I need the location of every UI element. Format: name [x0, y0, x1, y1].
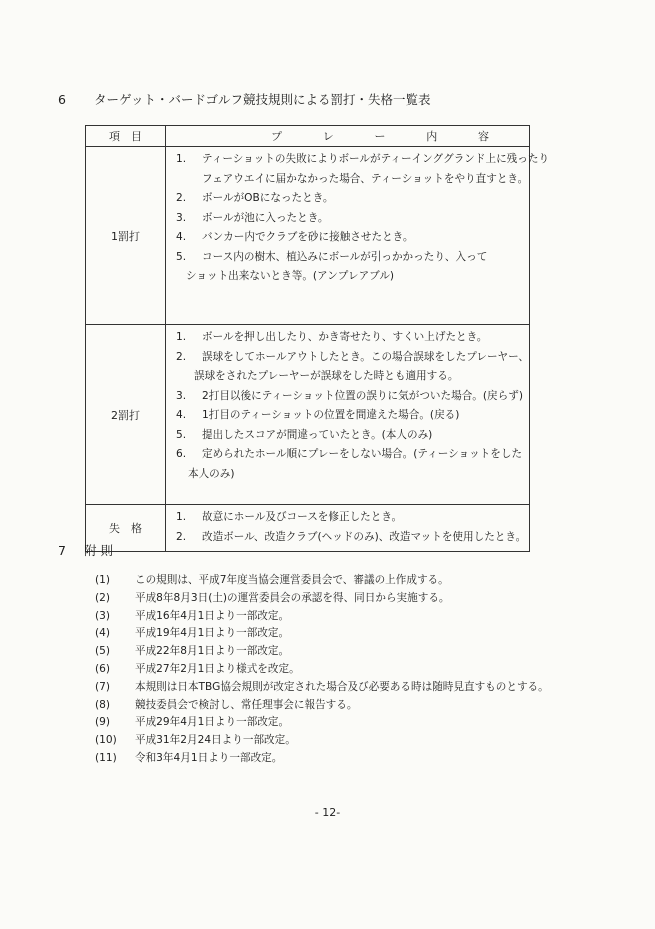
rule-number: 3.: [176, 389, 187, 402]
rule-number: 2.: [176, 530, 187, 543]
rule-number: 6.: [176, 448, 187, 460]
list-item: [95, 625, 549, 643]
header-play-content: [166, 126, 530, 147]
item-number: (1): [95, 574, 111, 586]
item-text: 競技委員会で検討し、常任理事会に報告する。: [135, 698, 358, 711]
rule-text: フェアウエイに届かなかった場合、ティーショットをやり直すとき。: [202, 172, 529, 185]
item-text: 平成31年2月24日より一部改定。: [135, 734, 296, 747]
header-char: 容: [478, 130, 489, 143]
header-item: 項 目: [86, 126, 166, 147]
rule-line: [176, 328, 523, 348]
rule-line: [176, 508, 523, 528]
list-item: [95, 732, 549, 750]
rule-line: [176, 248, 523, 268]
list-item: [95, 643, 549, 661]
table-row: [86, 325, 530, 505]
rule-text: 誤球をしてホールアウトしたとき。この場合誤球をしたプレーヤー、: [202, 350, 529, 363]
section-title: ターゲット・バードゴルフ競技規則による罰打・失格一覧表: [93, 92, 431, 107]
item-number: (7): [95, 680, 111, 693]
supplementary-provisions-list: [95, 572, 549, 768]
rule-number: 5.: [176, 428, 187, 441]
rule-line: [176, 426, 523, 446]
item-text: 本規則は日本TBG協会規則が改定された場合及び必要ある時は随時見直すものとする。: [135, 680, 549, 693]
table-row: [86, 147, 530, 325]
rule-text: 故意にホール及びコースを修正したとき。: [202, 511, 403, 523]
rule-text: バンカー内でクラブを砂に接触させたとき。: [202, 231, 414, 243]
table-row: [86, 505, 530, 552]
rule-number: 5.: [176, 250, 187, 263]
rule-line: [176, 465, 523, 485]
rule-line: [176, 209, 523, 229]
item-number: (5): [95, 645, 111, 658]
rule-text: ショット出来ないとき等。(アンプレアブル): [186, 270, 395, 282]
rule-number: 4.: [176, 409, 187, 421]
item-number: (2): [95, 591, 111, 604]
table-header-row: [86, 126, 530, 147]
rule-line: [176, 348, 529, 368]
section-7-heading: [58, 541, 113, 559]
rule-number: 4.: [176, 231, 187, 243]
penalty-content: [166, 505, 530, 552]
list-item: [95, 590, 549, 608]
header-char: ー: [374, 130, 386, 143]
rule-text: ボールがOBになったとき。: [202, 192, 334, 204]
rule-line: [176, 228, 523, 248]
rule-text: 2打目以後にティーショット位置の誤りに気がついた場合。(戻らず): [202, 389, 523, 402]
penalty-category: 2罰打: [86, 325, 166, 505]
rule-line: [176, 150, 550, 170]
rule-line: [176, 528, 527, 548]
list-item: [95, 608, 549, 626]
rule-number: 1.: [176, 511, 187, 523]
rule-text: 提出したスコアが間違っていたとき。(本人のみ): [202, 428, 433, 441]
header-char: レ: [322, 130, 334, 143]
list-item: [95, 714, 549, 732]
rule-number: 2.: [176, 192, 187, 204]
rule-number: 3.: [176, 211, 187, 224]
item-text: 平成19年4月1日より一部改定。: [135, 627, 290, 640]
item-number: (10): [95, 734, 117, 747]
section-number: 6: [58, 92, 66, 107]
list-item: [95, 661, 549, 679]
penalty-content: [166, 325, 530, 505]
rule-text: 誤球をされたプレーヤーが誤球をした時とも適用する。: [194, 370, 459, 382]
item-number: (6): [95, 662, 111, 675]
item-text: 平成29年4月1日より一部改定。: [135, 716, 290, 729]
rule-line: [176, 189, 523, 209]
rule-number: 1.: [176, 153, 187, 165]
penalty-category: 1罰打: [86, 147, 166, 325]
rule-line: [176, 445, 523, 465]
rule-text: 本人のみ): [188, 467, 235, 480]
item-text: 平成22年8月1日より一部改定。: [135, 645, 290, 658]
rule-line: [176, 267, 523, 287]
section-number: 7: [58, 543, 66, 558]
page-number: - 12-: [314, 806, 341, 819]
item-number: (9): [95, 716, 111, 729]
rule-text: 改造ボール、改造クラブ(ヘッドのみ)、改造マットを使用したとき。: [202, 530, 527, 543]
rule-text: 1打目のティーショットの位置を間違えた場合。(戻る): [202, 409, 460, 421]
section-6-heading: [58, 90, 431, 108]
rule-text: ボールを押し出したり、かき寄せたり、すくい上げたとき。: [202, 331, 488, 343]
list-item: [95, 697, 549, 715]
header-char: 内: [426, 130, 438, 143]
rule-number: 1.: [176, 331, 187, 343]
rule-text: コース内の樹木、植込みにボールが引っかかったり、入って: [202, 250, 488, 263]
item-number: (11): [95, 751, 117, 764]
item-text: この規則は、平成7年度当協会運営委員会で、審議の上作成する。: [135, 574, 449, 586]
penalty-table: [85, 125, 550, 552]
item-text: 平成16年4月1日より一部改定。: [135, 609, 290, 622]
section-title: 附 則: [83, 543, 113, 558]
header-char: プ: [271, 130, 282, 143]
rule-line: [176, 406, 523, 426]
rule-text: 定められたホール順にプレーをしない場合。(ティーショットをした: [202, 448, 523, 460]
item-number: (4): [95, 627, 111, 640]
item-text: 平成27年2月1日より様式を改定。: [135, 662, 300, 675]
rule-number: 2.: [176, 350, 187, 363]
penalty-content: [166, 147, 550, 325]
item-number: (8): [95, 698, 111, 711]
rule-text: ティーショットの失敗によりボールがティーインググランド上に残ったり: [202, 153, 550, 165]
list-item: [95, 572, 549, 590]
item-text: 令和3年4月1日より一部改定。: [135, 751, 283, 764]
item-number: (3): [95, 609, 111, 622]
list-item: [95, 679, 549, 697]
list-item: [95, 750, 549, 768]
rule-line: [176, 387, 523, 407]
penalty-category: 失 格: [86, 505, 166, 552]
item-text: 平成8年8月3日(土)の運営委員会の承認を得、同日から実施する。: [135, 591, 450, 604]
rule-line: [176, 170, 529, 190]
rule-text: ボールが池に入ったとき。: [202, 211, 329, 224]
rule-line: [176, 367, 523, 387]
